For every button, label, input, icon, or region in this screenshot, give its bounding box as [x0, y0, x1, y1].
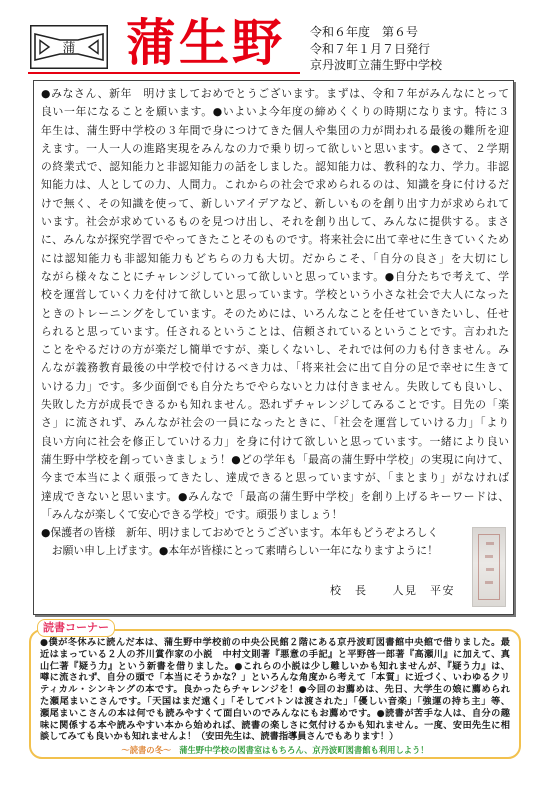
message-line: ながら様々なことにチャレンジしていって欲しいと思っています。●自分たちで考えて、学	[41, 269, 509, 283]
reading-corner-line: 味に関係する本や読みやすい本から始めれば、読書の楽しさに気付けるかも知れません。一度、安田先生に相	[40, 719, 510, 731]
reading-corner-line: 山仁著『疑う力』という新書を借りました。●これらの小説は少し難しいかも知れませんが、『疑う力』は、	[40, 660, 510, 672]
reading-corner-line: 近はまっている２人の芥川賞作家の小説 中村文則著『悪意の手記』と平野啓一郎著『高瀬川』に加えて、真	[40, 648, 510, 660]
message-line: います。社会が求めているものを見つけ出し、それを創り出して、みんなに提供する。まさ	[41, 215, 509, 229]
newsletter-title: 蒲生野	[126, 14, 285, 72]
reading-season-tagline: ～読書の冬～	[121, 745, 172, 755]
message-line: ●保護者の皆様 新年、明けましておめでとうございます。本年もどうぞよろしく	[41, 526, 439, 540]
school-emblem-logo	[30, 25, 108, 69]
message-line: には認知能力も非認知能力もどちらの力も大切。だからこそ、「自分の良さ」を大切にし	[41, 251, 509, 265]
message-line: の終業式で、認知能力と非認知能力の話をしました。認知能力は、教科的な力、学力。非認	[41, 160, 509, 174]
issue-date: 令和７年１月７日発行	[310, 41, 431, 56]
principal-message-text	[41, 85, 509, 561]
message-line: 達成できないと思います。●みんなで「最高の蒲生野中学校」を創り上げるキーワードは、	[41, 489, 509, 503]
reading-corner-footer	[29, 745, 521, 756]
message-line: られると思っています。任されるということは、信頼されているということです。言われた	[41, 324, 509, 338]
principal-message-box	[33, 80, 514, 615]
issue-info	[310, 24, 442, 74]
seal-mark	[486, 542, 494, 545]
message-line: けで無く、その知識を使って、新しいアイデアなど、新しいものを創り出す力が求められて	[41, 196, 509, 210]
seal-mark	[485, 581, 493, 584]
message-line: ●みなさん、新年 明けましておめでとうございます。まずは、令和７年がみんなにとって	[41, 87, 509, 100]
message-line: に、みんなが探究学習でやってきたことそのものです。将来社会に出て幸せに生きていくため	[41, 233, 509, 247]
message-line: 知能力は、人としての力、人間力。これからの社会で求められるのは、知識を身に付けるだ	[41, 178, 509, 192]
message-line: 失敗した方が成長できるかも知れません。恐れずチャレンジしてみることです。目先の「楽	[41, 398, 509, 412]
message-line: 良い一年になることを願います。●いよいよ今年度の締めくくりの時期になります。特に３	[41, 105, 509, 119]
message-line: お願い申し上げます。●本年が皆様にとって素晴らしい一年になりますように！	[41, 544, 439, 558]
message-line: えます。一人一人の進路実現をみんなの力で乗り切って欲しいと思います。●さて、２学期	[41, 141, 509, 155]
reading-corner-line: ティカル・シンキングの本です。良かったらチャレンジを！●今回のお薦めは、先日、大学生の娘に薦められ	[40, 684, 510, 696]
reading-corner-label: 読書コーナー	[37, 619, 115, 637]
library-recommendation: 蒲生野中学校の図書室はもちろん、京丹波町図書館も利用しよう！	[179, 745, 429, 755]
reading-corner-line: ●僕が冬休みに読んだ本は、蒲生野中学校前の中央公民館２階にある京丹波町図書館中央館で借りました。最	[40, 637, 510, 648]
message-line: 校を運営していく力を付けて欲しいと思っています。学校という小さな社会で大人になった	[41, 288, 509, 302]
message-line: いける力」です。多少面倒でも自分たちでやらないと力は付きません。失敗しても良いし、	[41, 379, 509, 393]
message-line: んなが義務教育最後の中学校で付けるべき力は、「将来社会に出て自分の足で幸せに生きて	[41, 361, 509, 375]
reading-corner-line: 噂に流されず、自分の頭で「本当にそうかな？」といろんな角度から考えて「本質」に近づく、いわゆるクリ	[40, 672, 510, 684]
school-name: 京丹波町立蒲生野中学校	[310, 58, 443, 72]
message-line: さ」に流されず、みんなが社会の一員になったときに、「社会を運営していける力」「より	[41, 416, 509, 430]
principal-signature: 校 長 人見 平安	[330, 584, 455, 597]
reading-corner-line: 瀬尾まいこさんの本は何でも読みやすくて面白いのでみんなにもお薦めです。●読書が苦手な人は、自分の趣	[40, 707, 510, 719]
message-line: 年生は、蒲生野中学校の３年間で身につけてきた個人や集団の力が問われる最後の難所を迎	[41, 123, 509, 137]
seal-mark	[485, 555, 493, 558]
reading-corner-text	[40, 637, 510, 743]
seal-mark	[486, 568, 494, 571]
school-emblem-icon	[30, 25, 108, 69]
message-line: ことをやるだけの方が楽だし簡単ですが、楽しくないし、それでは何の力も付きません。み	[41, 343, 509, 357]
emblem-lettering: 蒲	[62, 41, 76, 56]
principal-seal-image	[472, 527, 506, 607]
title-underline	[28, 72, 300, 74]
message-line: ときのトレーニングをしています。そのためには、いろんなことを任せていきたいし、任せ	[41, 306, 509, 320]
message-line: 良い方向に社会を修正していける力」を身に付けて欲しいと思っています。一緒により良い	[41, 434, 509, 448]
message-line: 蒲生野中学校を創っていきましょう！●どの学年も「最高の蒲生野中学校」の実現に向けて、	[41, 452, 509, 466]
message-line: 今まで本当によく頑張ってきたし、達成できると思っていますが、「まとまり」がなければ	[41, 471, 509, 485]
reading-corner-line: た瀬尾まいこさんです。「天国はまだ遠く」「そしてバトンは渡された」「優しい音楽」「強運の持ち主」等、	[40, 695, 510, 707]
issue-number: 令和６年度 第６号	[310, 25, 419, 39]
message-line: 「みんなが楽しくて安心できる学校」です。頑張りましょう！	[41, 507, 343, 521]
reading-corner-line: 談してみても良いかも知れませんよ！（安田先生は、読書指導員さんでもあります！）	[40, 731, 399, 743]
